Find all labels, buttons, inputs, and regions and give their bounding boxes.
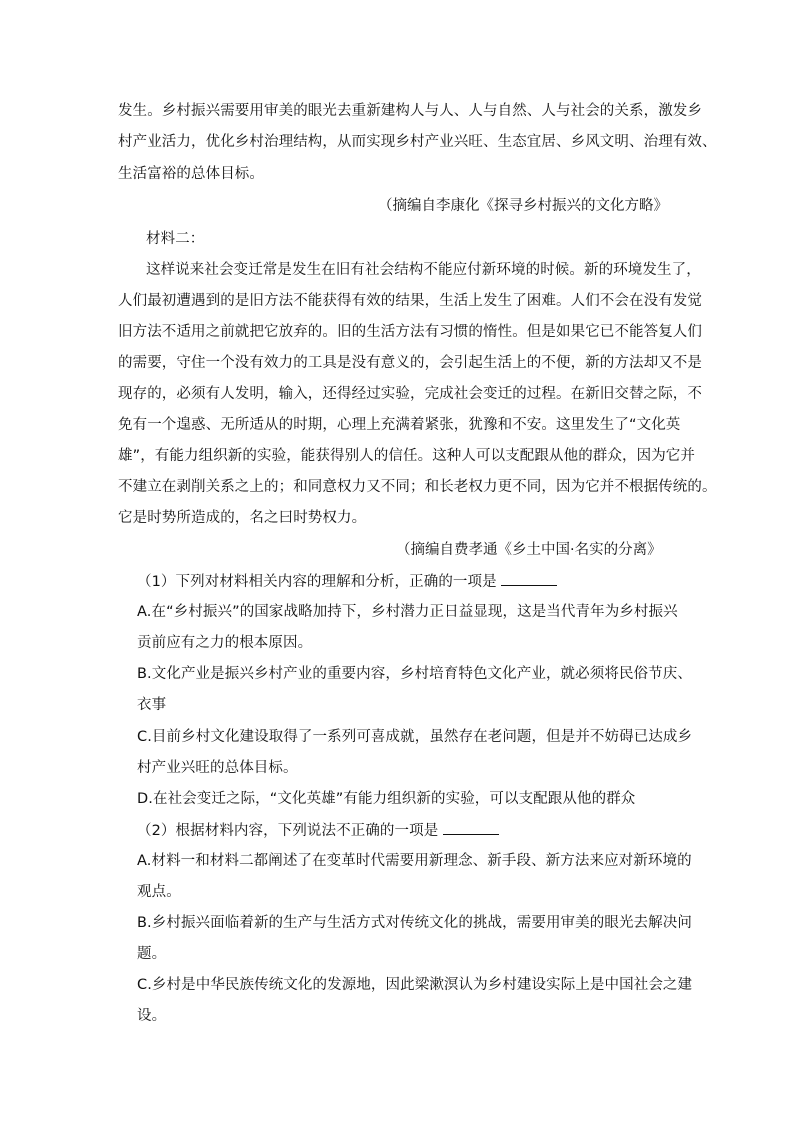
material2-line-4: 的需要，守住一个没有效力的工具是没有意义的，会引起生活上的不便，新的方法却又不是 [118, 355, 702, 371]
question2-option-b-line-2: 题。 [137, 946, 167, 962]
question1-option-c-line-2: 村产业兴旺的总体目标。 [137, 760, 298, 776]
question2-option-c-line-2: 设。 [137, 1008, 167, 1024]
material1-source: （摘编自李康化《探寻乡村振兴的文化方略》 [378, 198, 668, 214]
material1-line-2: 村产业活力，优化乡村治理结构，从而实现乡村产业兴旺、生态宜居、乡风文明、治理有效、 [118, 134, 717, 150]
material1-line-3: 生活富裕的总体目标。 [118, 166, 264, 182]
question1-option-c-line-1: C.目前乡村文化建设取得了一系列可喜成就，虽然存在老问题，但是并不妨碍已达成乡 [137, 729, 693, 745]
material2-line-1: 这样说来社会变迁常是发生在旧有社会结构不能应付新环境的时候。新的环境发生了， [146, 262, 701, 278]
question2-answer-blank[interactable] [443, 820, 499, 835]
material2-line-2: 人们最初遭遇到的是旧方法不能获得有效的结果，生活上发生了困难。人们不会在没有发觉 [118, 293, 702, 309]
question1-option-d: D.在社会变迁之际，“文化英雄”有能力组织新的实验，可以支配跟从他的群众 [137, 791, 636, 807]
question1-option-a-line-1: A.在“乡村振兴”的国家战略加持下，乡村潜力正日益显现，这是当代青年为乡村振兴 [137, 604, 678, 620]
material2-line-6: 免有一个遑惑、无所适从的时期，心理上充满着紧张，犹豫和不安。这里发生了“文化英 [118, 417, 681, 433]
question2-stem-text: （2）根据材料内容，下列说法不正确的一项是 [137, 823, 439, 839]
question1-option-b-line-2: 衣事 [137, 697, 167, 713]
question2-option-a-line-1: A.材料一和材料二都阐述了在变革时代需要用新理念、新手段、新方法来应对新环境的 [137, 853, 692, 869]
material2-line-3: 旧方法不适用之前就把它放弃的。旧的生活方法有习惯的惰性。但是如果它已不能答复人们 [118, 324, 702, 340]
material2-heading: 材料二： [146, 231, 205, 247]
question1-option-b-line-1: B.文化产业是振兴乡村产业的重要内容，乡村培育特色文化产业，就必须将民俗节庆、 [137, 666, 692, 682]
question2-option-b-line-1: B.乡村振兴面临着新的生产与生活方式对传统文化的挑战，需要用审美的眼光去解决问 [137, 915, 692, 931]
question2-option-a-line-2: 观点。 [137, 884, 181, 900]
question2-option-c-line-1: C.乡村是中华民族传统文化的发源地，因此梁漱溟认为乡村建设实际上是中国社会之建 [137, 977, 693, 993]
question2-stem [137, 820, 499, 841]
question1-stem [137, 571, 557, 592]
question1-option-a-line-2: 贡前应有之力的根本原因。 [137, 635, 313, 651]
material2-line-9: 它是时势所造成的，名之曰时势权力。 [118, 510, 367, 526]
question1-answer-blank[interactable] [501, 571, 557, 586]
material2-line-7: 雄”，有能力组织新的实验，能获得别人的信任。这种人可以支配跟从他的群众，因为它并 [118, 448, 696, 464]
material2-line-5: 现存的，必须有人发明，输入，还得经过实验，完成社会变迁的过程。在新旧交替之际，不 [118, 386, 702, 402]
material2-source: （摘编自费孝通《乡土中国·名实的分离》 [396, 542, 662, 558]
material1-line-1: 发生。乡村振兴需要用审美的眼光去重新建构人与人、人与自然、人与社会的关系，激发乡 [118, 103, 702, 119]
material2-line-8: 不建立在剥削关系之上的；和同意权力又不同；和长老权力更不同，因为它并不根据传统的。 [118, 479, 717, 495]
question1-stem-text: （1）下列对材料相关内容的理解和分析，正确的一项是 [137, 574, 497, 590]
